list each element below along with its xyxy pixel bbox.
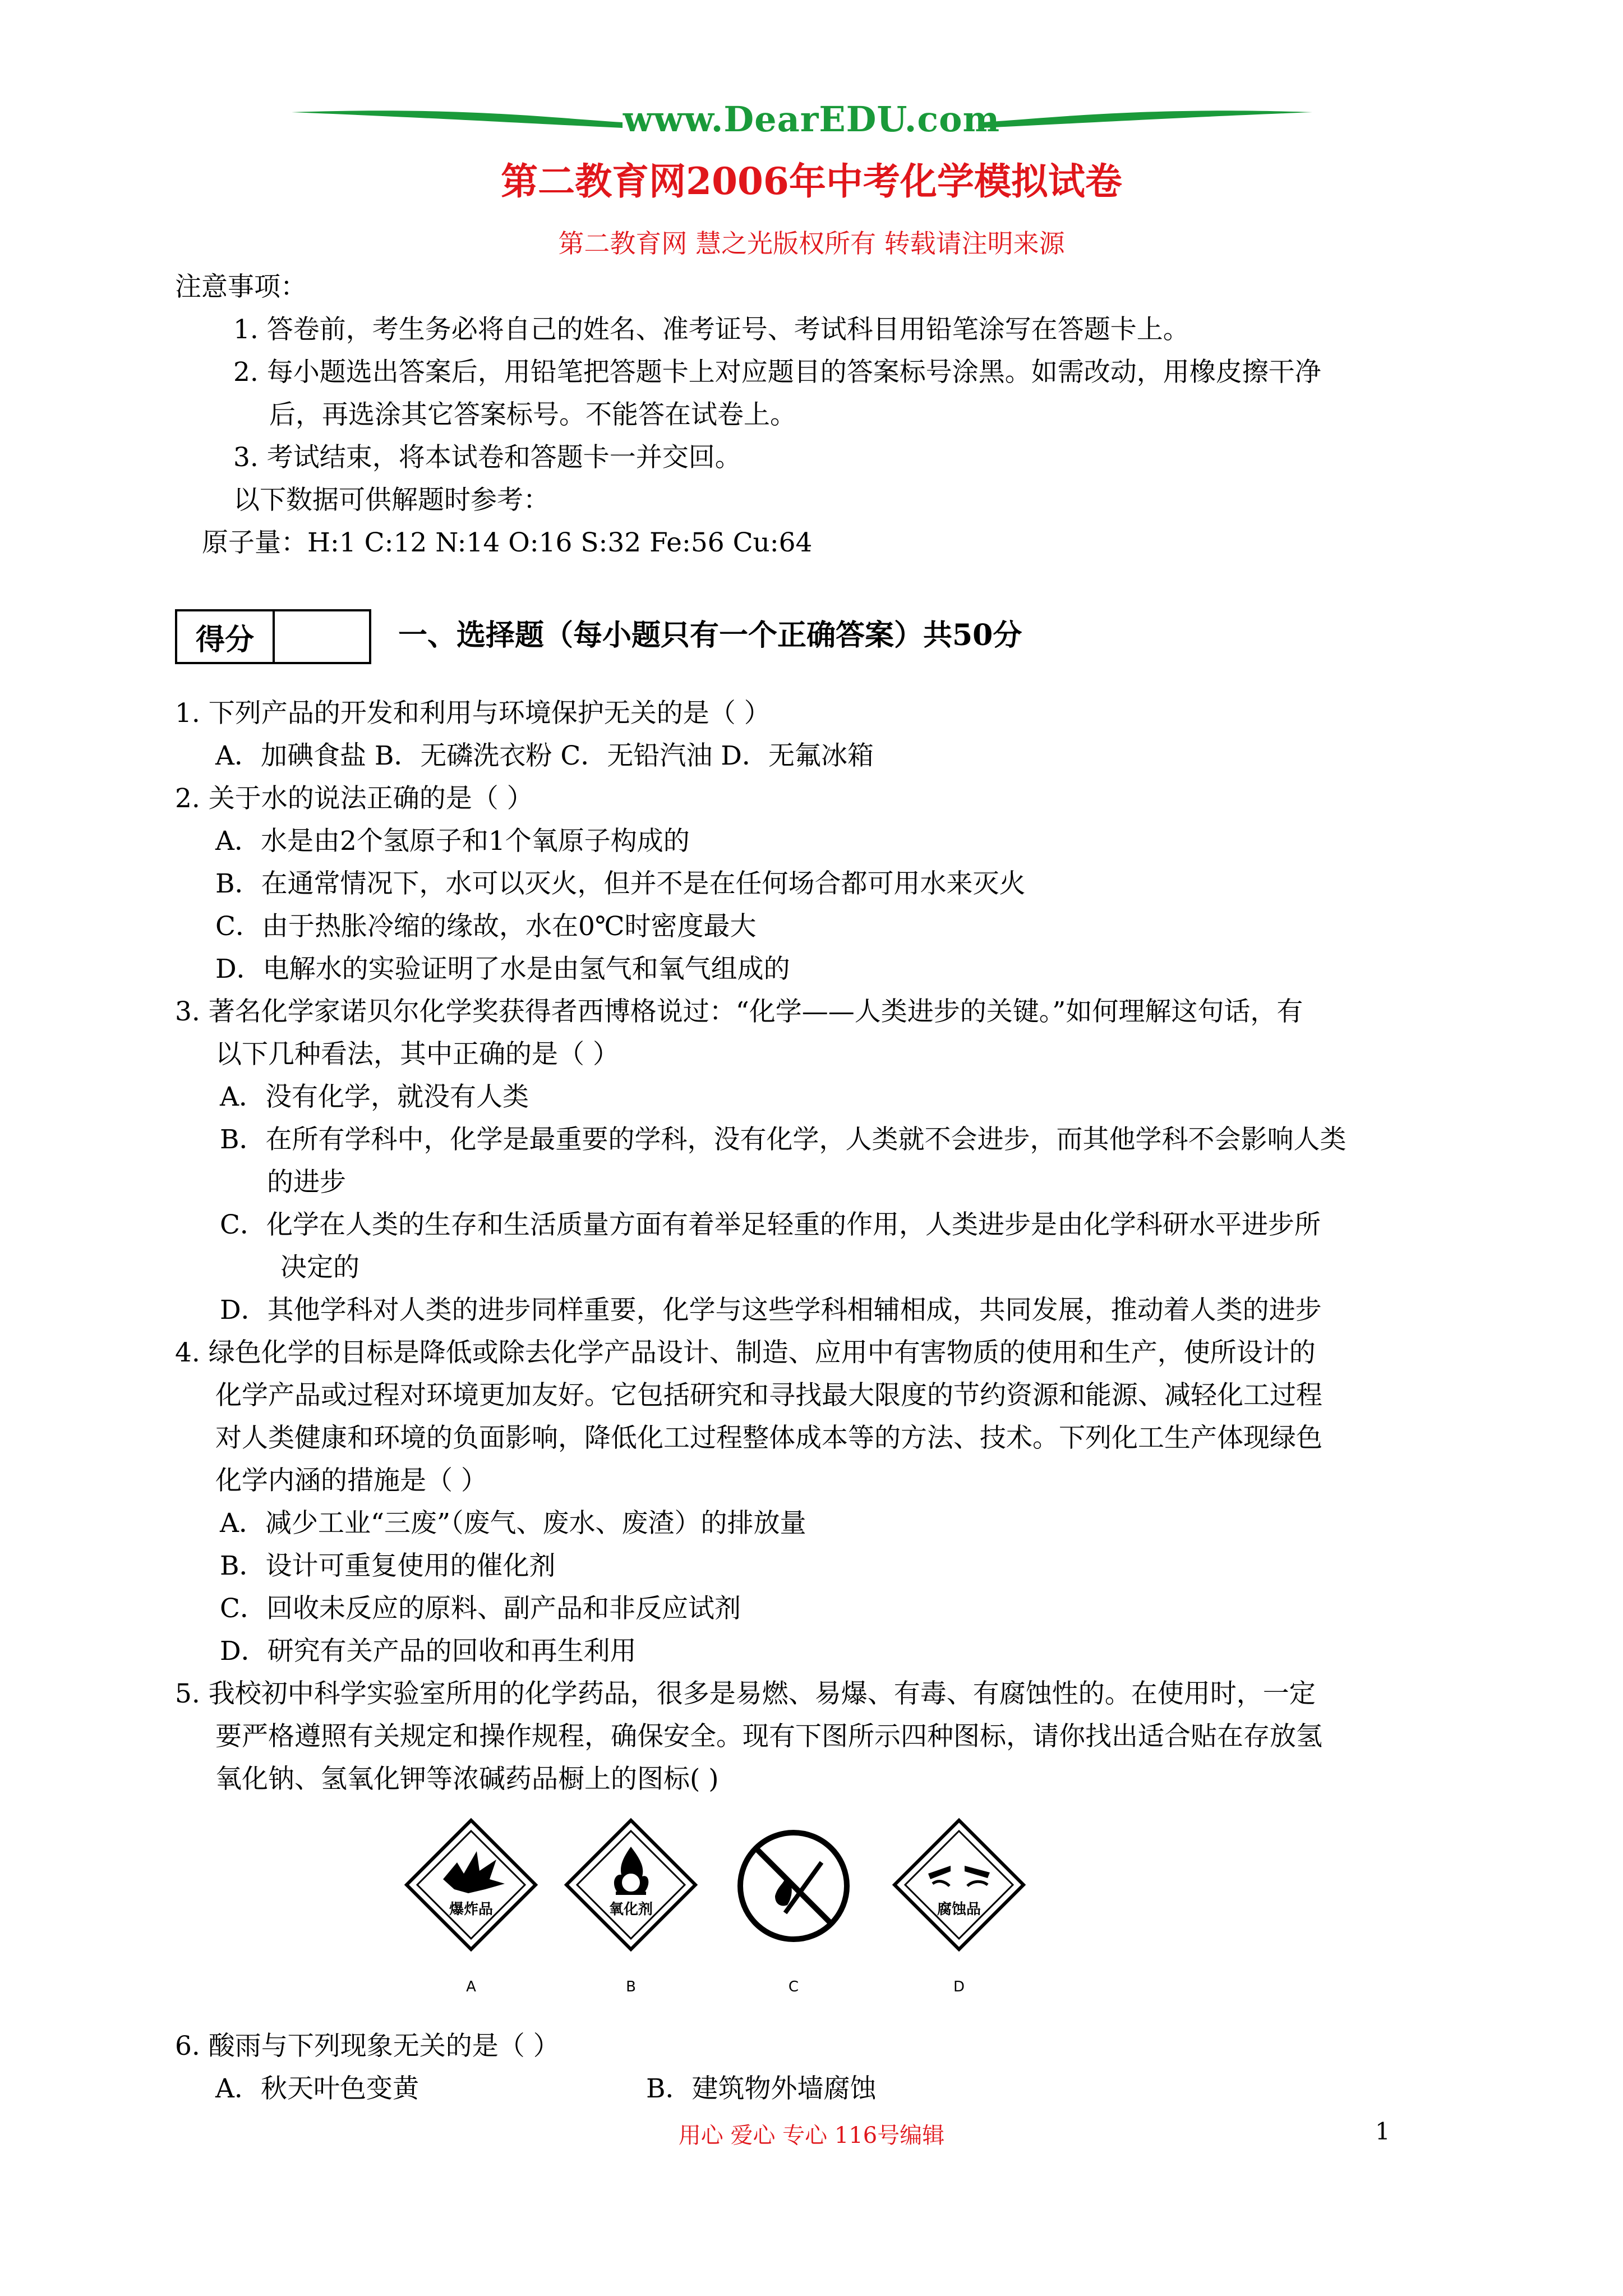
question-option: B．设计可重复使用的催化剂 (220, 1550, 556, 1581)
question-options: A．加碘食盐 B．无磷洗衣粉 C．无铅汽油 D．无氟冰箱 (215, 740, 874, 771)
question-option: C．回收未反应的原料、副产品和非反应试剂 (220, 1593, 741, 1624)
hazard-icons-figure (401, 1818, 1035, 2008)
icon-label: 爆炸品 (449, 1901, 494, 1918)
no-fire-icon (740, 1833, 847, 1995)
notes-heading: 注意事项： (175, 272, 307, 302)
explosive-icon (407, 1820, 536, 1995)
question-stem: 6. 酸雨与下列现象无关的是（ ） (175, 2031, 560, 2062)
question-stem: 要严格遵照有关规定和操作规程，确保安全。现有下图所示四种图标，请你找出适合贴在存放氢 (215, 1721, 1322, 1752)
question-stem: 1. 下列产品的开发和利用与环境保护无关的是（ ） (175, 698, 771, 729)
question-stem: 化学产品或过程对环境更加友好。它包括研究和寻找最大限度的节约资源和能源、减轻化工过程 (215, 1380, 1322, 1411)
icon-label: 腐蚀品 (937, 1901, 981, 1918)
question-option: 决定的 (280, 1252, 359, 1283)
question-option: C．化学在人类的生存和生活质量方面有着举足轻重的作用，人类进步是由化学科研水平进步所 (220, 1209, 1321, 1240)
page-title: 第二教育网2006年中考化学模拟试卷 (501, 159, 1122, 203)
question-option: B．建筑物外墙腐蚀 (646, 2073, 877, 2104)
footer-text: 用心 爱心 专心 116号编辑 (678, 2123, 945, 2148)
site-url: www.DearEDU.com (623, 99, 1000, 140)
score-blank (275, 611, 369, 662)
question-option: B．在所有学科中，化学是最重要的学科，没有化学，人类就不会进步，而其他学科不会影响人类 (220, 1124, 1347, 1155)
question-stem: 2. 关于水的说法正确的是（ ） (175, 783, 533, 814)
question-stem: 3. 著名化学家诺贝尔化学奖获得者西博格说过：“化学——人类进步的关键。”如何理解这句话，有 (175, 996, 1303, 1027)
page-number: 1 (1375, 2118, 1390, 2145)
oxidizer-icon (566, 1820, 695, 1995)
note-item: 2. 每小题选出答案后，用铅笔把答题卡上对应题目的答案标号涂黑。如需改动，用橡皮擦干净 (233, 357, 1321, 388)
question-stem: 对人类健康和环境的负面影响，降低化工过程整体成本等的方法、技术。下列化工生产体现绿色 (215, 1423, 1322, 1453)
question-option: D．其他学科对人类的进步同样重要，化学与这些学科相辅相成，共同发展，推动着人类的进步 (220, 1295, 1322, 1326)
atomic-mass: 原子量：H:1 C:12 N:14 O:16 S:32 Fe:56 Cu:64 (202, 527, 813, 558)
note-item: 后，再选涂其它答案标号。不能答在试卷上。 (269, 399, 796, 430)
question-option: A．秋天叶色变黄 (215, 2073, 419, 2104)
icon-letter: A (466, 1978, 476, 1995)
question-option: C．由于热胀冷缩的缘故，水在0℃时密度最大 (215, 911, 757, 942)
icon-letter: C (788, 1978, 799, 1995)
question-stem: 4. 绿色化学的目标是降低或除去化学产品设计、制造、应用中有害物质的使用和生产，使所设计的 (175, 1337, 1316, 1368)
question-stem: 以下几种看法，其中正确的是（ ） (215, 1039, 619, 1070)
corrosive-icon (895, 1820, 1023, 1995)
question-option: 的进步 (267, 1167, 346, 1198)
section-title: 一、选择题（每小题只有一个正确答案）共50分 (398, 618, 1022, 652)
note-item: 3. 考试结束，将本试卷和答题卡一并交回。 (233, 442, 741, 473)
question-stem: 氧化钠、氢氧化钾等浓碱药品橱上的图标( ) (215, 1764, 719, 1795)
question-stem: 5. 我校初中科学实验室所用的化学药品，很多是易燃、易爆、有毒、有腐蚀性的。在使用时，一定 (175, 1678, 1316, 1709)
icon-label: 氧化剂 (608, 1901, 653, 1918)
icon-letter: B (626, 1978, 636, 1995)
ref-intro: 以下数据可供解题时参考： (233, 485, 550, 516)
question-option: D．电解水的实验证明了水是由氢气和氧气组成的 (215, 954, 790, 984)
page-subtitle: 第二教育网 慧之光版权所有 转载请注明来源 (558, 228, 1065, 259)
question-option: D．研究有关产品的回收和再生利用 (220, 1636, 637, 1667)
score-label: 得分 (177, 611, 275, 662)
score-box (175, 609, 371, 664)
note-item: 1. 答卷前，考生务必将自己的姓名、准考证号、考试科目用铅笔涂写在答题卡上。 (233, 314, 1189, 345)
question-option: A．水是由2个氢原子和1个氧原子构成的 (215, 826, 690, 857)
icon-letter: D (953, 1978, 965, 1995)
question-stem: 化学内涵的措施是（ ） (215, 1465, 487, 1496)
question-option: A．没有化学，就没有人类 (220, 1082, 529, 1112)
question-option: A．减少工业“三废”（废气、废水、废渣）的排放量 (220, 1508, 806, 1539)
question-option: B．在通常情况下，水可以灭火，但并不是在任何场合都可用水来灭火 (215, 868, 1026, 899)
